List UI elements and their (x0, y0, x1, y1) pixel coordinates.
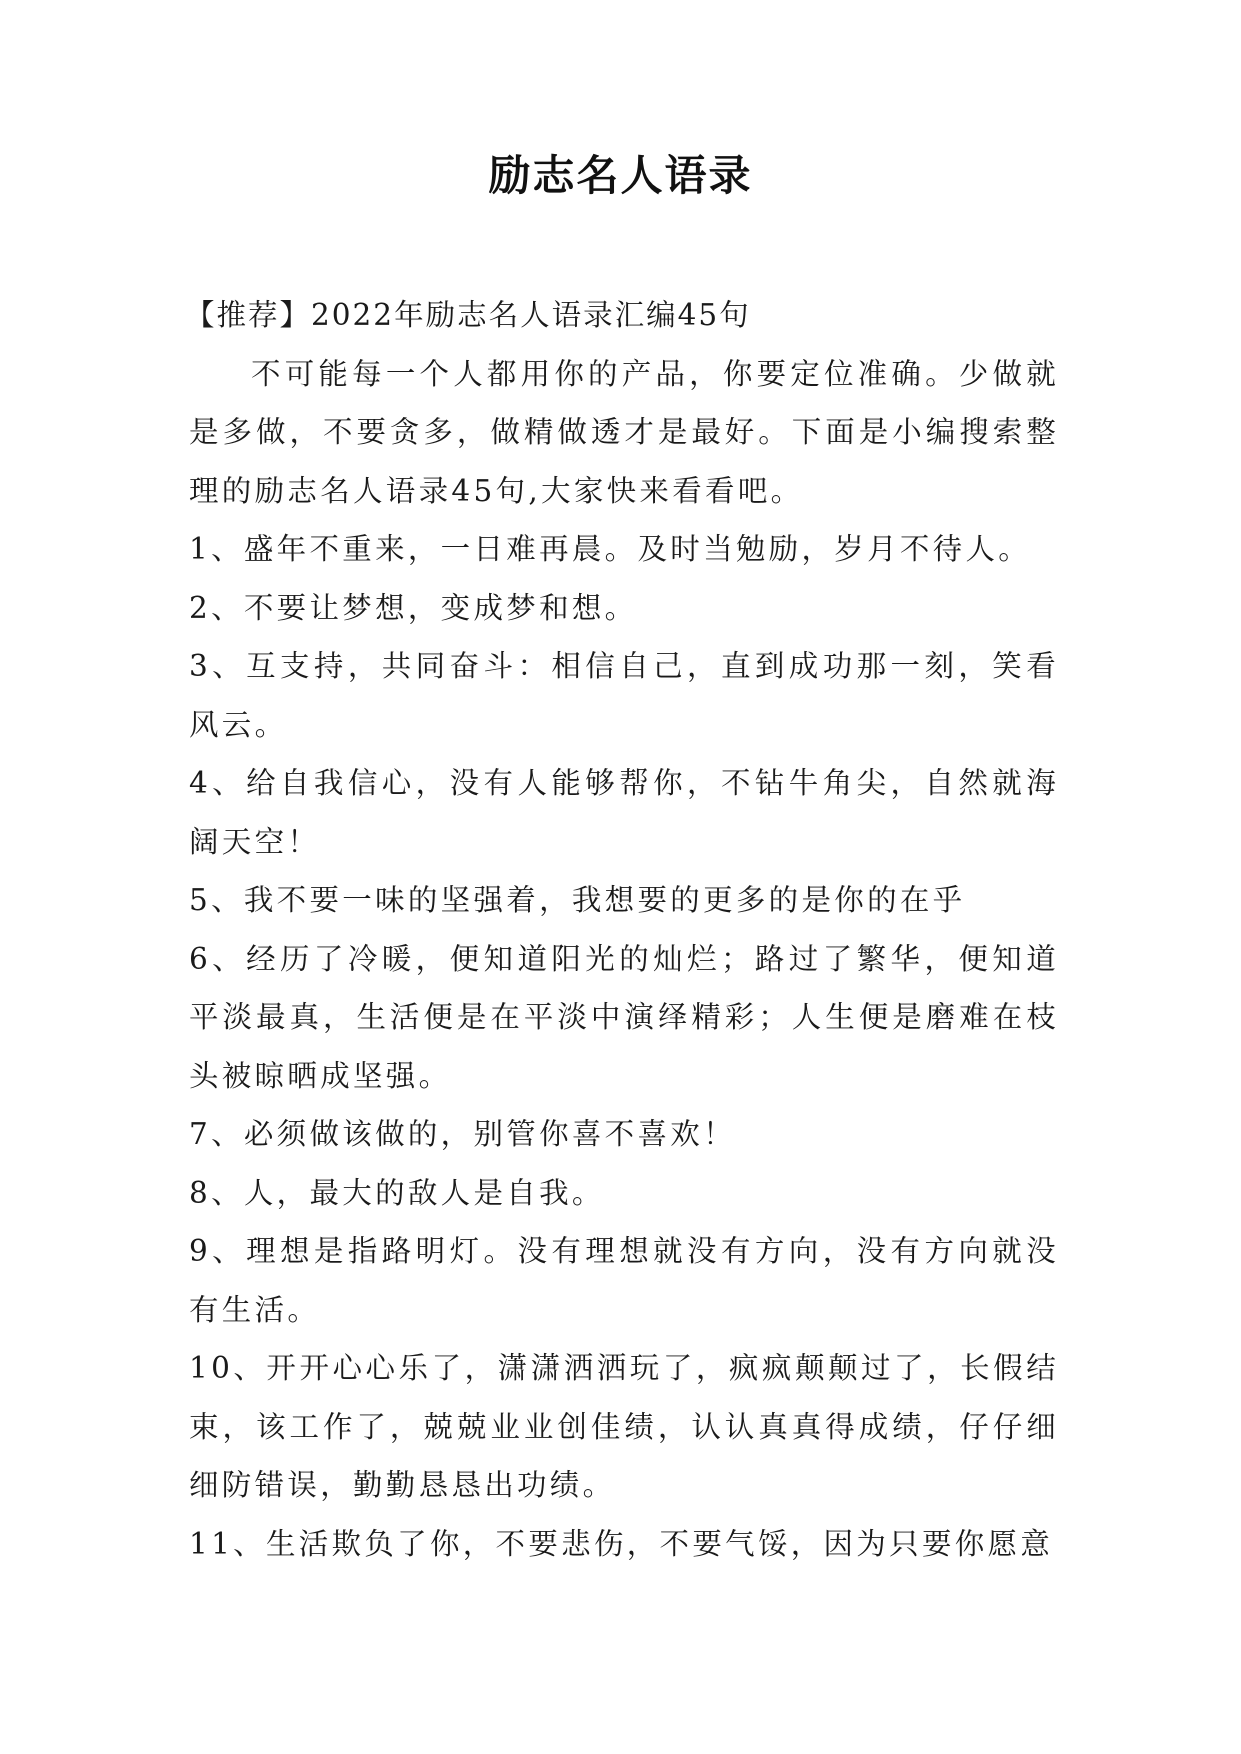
quote-item-1: 1、盛年不重来，一日难再晨。及时当勉励，岁月不待人。 (189, 532, 1032, 566)
quote-item-6: 6、经历了冷暖，便知道阳光的灿烂；路过了繁华，便知道平淡最真，生活便是在平淡中演绎精彩；人生便是磨难在枝头被晾晒成坚强。 (189, 941, 1059, 1093)
quote-item-4: 4、给自我信心，没有人能够帮你，不钻牛角尖，自然就海阔天空！ (189, 766, 1059, 859)
quote-item-3: 3、互支持，共同奋斗：相信自己，直到成功那一刻，笑看风云。 (189, 649, 1059, 742)
quote-item-11: 11、生活欺负了你，不要悲伤，不要气馁，因为只要你愿意 (189, 1526, 1054, 1561)
document-subtitle: 【推荐】2022年励志名人语录汇编45句 (185, 298, 751, 332)
quote-item-8: 8、人，最大的敌人是自我。 (189, 1175, 605, 1210)
document-title: 励志名人语录 (488, 151, 753, 200)
quote-item-10: 10、开开心心乐了，潇潇洒洒玩了，疯疯颠颠过了，长假结束，该工作了，兢兢业业创佳绩，认认真真得成绩，仔仔细细防错误，勤勤恳恳出功绩。 (189, 1351, 1059, 1502)
document-body (185, 286, 1059, 1573)
quote-item-2: 2、不要让梦想，变成梦和想。 (189, 590, 638, 625)
intro-paragraph: 不可能每一个人都用你的产品，你要定位准确。少做就是多做，不要贪多，做精做透才是最好。下面是小编搜索整理的励志名人语录45句,大家快来看看吧。 (189, 356, 1059, 508)
quote-item-9: 9、理想是指路明灯。没有理想就没有方向，没有方向就没有生活。 (189, 1234, 1059, 1327)
quote-item-7: 7、必须做该做的，别管你喜不喜欢！ (189, 1117, 736, 1151)
quote-item-5: 5、我不要一味的坚强着，我想要的更多的是你的在乎 (189, 883, 966, 917)
